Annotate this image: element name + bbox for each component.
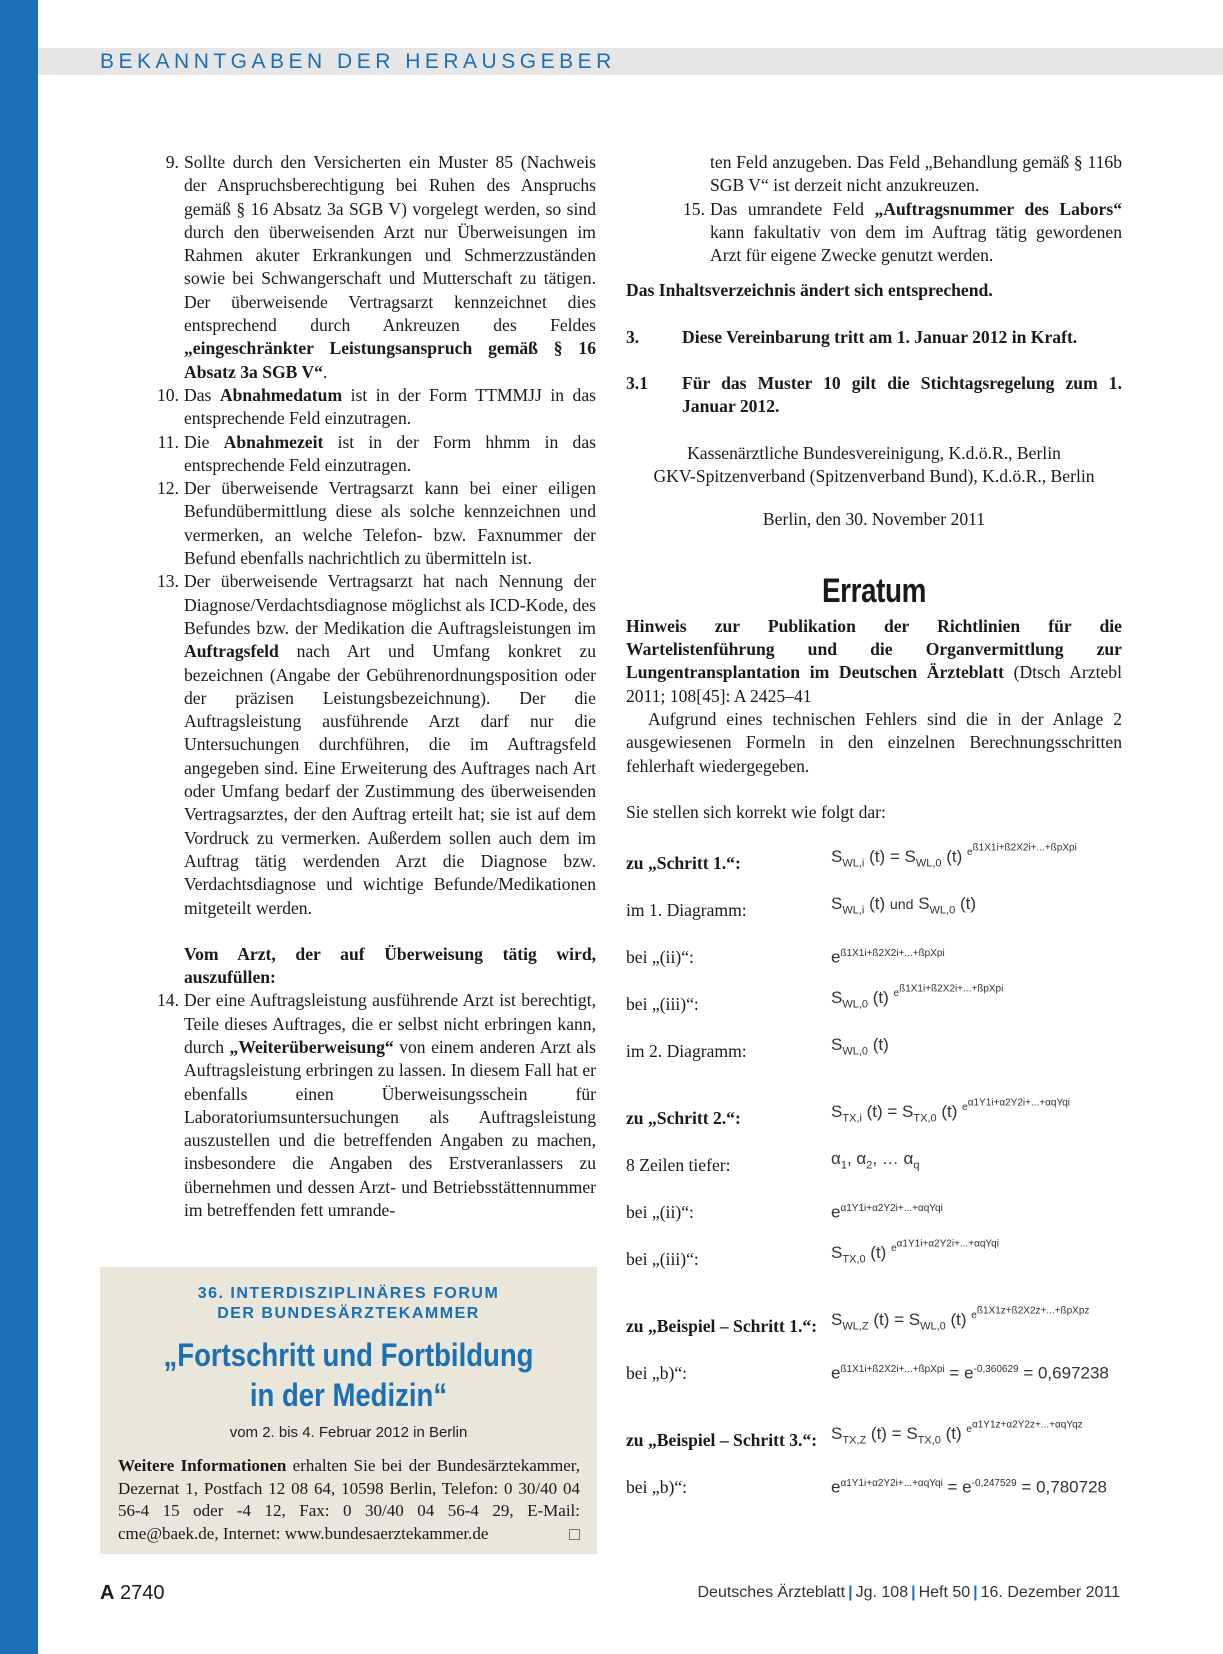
page-number-value: 2740 xyxy=(120,1582,165,1604)
point-3-1 xyxy=(626,372,1122,419)
formula-label: bei „(iii)“: xyxy=(626,993,699,1014)
formula-row xyxy=(626,922,1122,969)
formula-row xyxy=(626,1083,1122,1130)
formula-label: bei „b)“: xyxy=(626,1362,688,1383)
erratum-title: Erratum xyxy=(821,571,927,610)
item-text: ist in der Form hhmm in das entsprechende Feld einzutragen. xyxy=(184,431,596,475)
item-number: 11. xyxy=(157,431,179,452)
forum-announcement-box xyxy=(100,1267,597,1554)
point-number: 3.1 xyxy=(626,373,648,394)
item-number: 9. xyxy=(165,152,179,172)
formula-list xyxy=(626,828,1122,1499)
item-bold: Abnahmedatum xyxy=(219,384,343,405)
formula-row xyxy=(626,875,1122,922)
point-number: 3. xyxy=(626,326,640,347)
signatory: GKV-Spitzenverband (Spitzenverband Bund), K.d.ö.R., Berlin xyxy=(653,465,1095,486)
point-text: Für das Muster 10 gilt die Stichtagsregelung zum 1. Januar 2012. xyxy=(682,373,1122,417)
place-date: Berlin, den 30. November 2011 xyxy=(762,509,986,530)
item-text: Sollte durch den Versicherten ein Muster 85 (Nachweis der Anspruchsberechtigung bei Ruhen des Anspruchs gemäß § 16 Absatz 3a SGB V) vorgelegt werden, so sind durch den überweisenden Arzt nur Überweisungen im Rahmen akuter Erkrankungen und Schmerzzuständen sowie bei Schwangerschaft und Mutterschaft zu tätigen. Der überweisende Vertragsarzt kennzeichnet dies entsprechend durch Ankreuzen des Feldes xyxy=(184,152,596,336)
formula-row xyxy=(626,1452,1122,1499)
formula-label: bei „(iii)“: xyxy=(626,1248,699,1269)
erratum-text: Aufgrund eines technischen Fehlers sind die in der Anlage 2 ausgewiesenen Formeln in den einzelnen Berechnungsschritten fehlerhaft wiedergegeben. xyxy=(626,709,1122,776)
example3-result: = 0,780728 xyxy=(1021,1477,1107,1497)
formula-row xyxy=(626,828,1122,875)
forum-info xyxy=(118,1455,580,1545)
formula: $S_{WL,0}$ (t) xyxy=(831,1034,889,1057)
formula-label: bei „b)“: xyxy=(626,1476,688,1497)
item-number: 14. xyxy=(157,990,179,1011)
forum-info-heading: Weitere Informationen xyxy=(118,1456,287,1475)
formula-label: bei „(ii)“: xyxy=(626,1201,694,1222)
point-text: Diese Vereinbarung tritt am 1. Januar 2012 in Kraft. xyxy=(682,326,1078,347)
formula: $e^{ß1X1i+ß2X2i+...+ßpXpi}$ xyxy=(831,947,945,967)
formula-label: im 2. Diagramm: xyxy=(626,1040,747,1061)
toc-note: Das Inhaltsverzeichnis ändert sich entsprechend. xyxy=(626,280,993,301)
item-bold: „Weiterüberweisung“ xyxy=(229,1036,394,1057)
formula-row xyxy=(626,1130,1122,1177)
formula: $e^{\alpha 1Y1i+\alpha 2Y2i+...+\alpha qYqi}$ xyxy=(831,1202,943,1222)
formula-row xyxy=(626,1405,1122,1452)
forum-title-line2: in der Medizin“ xyxy=(249,1377,448,1413)
formula-label: zu „Schritt 2.“: xyxy=(626,1107,741,1128)
item-text: Das xyxy=(184,384,220,405)
item-text: ist in der Form TTMMJJ in das entsprechende Feld einzutragen. xyxy=(184,384,597,429)
side-color-bar xyxy=(0,0,38,1654)
item-number: 13. xyxy=(157,571,179,592)
formula: $S_{WL,i}$ (t) und $S_{WL,0}$ (t) xyxy=(831,893,976,916)
list-item-15 xyxy=(626,198,1122,268)
forum-line2: DER BUNDESÄRZTEKAMMER xyxy=(217,1305,480,1322)
formula: $S_{TX,0}$ (t) $^{e^{\alpha 1Y1i+\alpha 2Y2i+...+\alpha qYqi}}$ xyxy=(831,1238,999,1265)
forum-title-line1: „Fortschritt und Fortbildung xyxy=(163,1337,534,1373)
item-text: Der überweisende Vertragsarzt hat nach Nennung der Diagnose/Verdachtsdiagnose möglichst als ICD-Kode, des Befundes bzw. der Medikation die Auftragsleistungen im xyxy=(184,571,596,638)
formula-row xyxy=(626,1016,1122,1063)
formula-label: 8 Zeilen tiefer: xyxy=(626,1154,731,1175)
list-item-13 xyxy=(154,570,596,919)
example3-exponent: -0,247529 xyxy=(971,1478,1017,1490)
forum-dates: vom 2. bis 4. Februar 2012 in Berlin xyxy=(229,1424,468,1441)
list-item-14 xyxy=(154,989,596,1222)
formula: $S_{TX,Z}$ $(t) = S_{TX,0}$ (t) $^{e^{\alpha 1Y1z+\alpha 2Y2z+...+\alpha qYqz}}$ xyxy=(831,1419,1083,1446)
end-mark-icon xyxy=(569,1529,580,1540)
right-column xyxy=(626,151,1122,1499)
formula-row xyxy=(626,1291,1122,1338)
formula: $e^{\alpha 1Y1i+\alpha 2Y2i+...+\alpha qYqi} = e^{-0,247529} = 0,780728$ xyxy=(831,1477,1107,1497)
erratum-heading: Hinweis zur Publikation der Richtlinien für die Wartelistenführung und die Organvermittlung zur Lungentransplantation im Deutschen Ärzteblatt xyxy=(626,615,1122,683)
left-column xyxy=(154,151,596,1222)
correct-intro: Sie stellen sich korrekt wie folgt dar: xyxy=(626,801,886,822)
formula-label: zu „Beispiel – Schritt 1.“: xyxy=(626,1315,818,1336)
formula: $S_{WL,Z}$ $(t) = S_{WL,0}$ (t) $^{e^{ß1X1z+ß2X2z+...+ßpXpz}}$ xyxy=(831,1305,1090,1332)
formula: $S_{WL,0}$ (t) $^{e^{ß1X1i+ß2X2i+...+ßpXpi}}$ xyxy=(831,983,1004,1010)
formula-label: zu „Beispiel – Schritt 3.“: xyxy=(626,1429,818,1450)
item-text: Die xyxy=(184,431,224,452)
item-bold: Auftragsfeld xyxy=(184,641,279,662)
section-title: BEKANNTGABEN DER HERAUSGEBER xyxy=(100,50,616,73)
formula-row xyxy=(626,969,1122,1016)
forum-info-text: erhalten Sie bei der Bundesärztekammer, Dezernat 1, Postfach 12 08 64, 10598 Berlin, Telefon: 0 30/40 04 56-4 15 oder -4 12, Fax: 0 30/40 04 56-4 29, E-Mail: cme@baek.de, Internet: www.bundesaerztekammer.de xyxy=(118,1456,580,1543)
formula-row xyxy=(626,1338,1122,1385)
item-text: Das umrandete Feld xyxy=(710,198,875,219)
formula-label: zu „Schritt 1.“: xyxy=(626,852,741,873)
formula: $\alpha_1$, $\alpha_2$, … $\alpha_q$ xyxy=(831,1148,920,1171)
journal-name: Deutsches Ärzteblatt xyxy=(697,1584,846,1601)
item-text: Der überweisende Vertragsarzt kann bei einer eiligen Befundübermittlung diese als solche kennzeichnen und vermerken, an welche Telefon- bzw. Faxnummer der Befund ebenfalls nachrichtlich zu übermitteln ist. xyxy=(184,478,596,569)
example1-result: = 0,697238 xyxy=(1023,1363,1109,1383)
list-item-10 xyxy=(154,384,596,431)
list-item-9 xyxy=(154,151,596,384)
page-number xyxy=(100,1582,165,1605)
journal-info: Deutsches Ärzteblatt | Jg. 108 | Heft 50 | 16. Dezember 2011 xyxy=(697,1584,1120,1601)
erratum-reference: (Dtsch Arztebl 2011; 108[45]: A 2425–41 xyxy=(626,662,1122,706)
formula-label: im 1. Diagramm: xyxy=(626,899,747,920)
journal-issue: Heft 50 xyxy=(918,1584,971,1601)
item-text: nach Art und Umfang konkret zu bezeichnen (Angabe der Gebührenordnungsposition oder der präzisen Leistungsbezeichnung). Der die Auftragsleistung ausführende Arzt darf nur die Untersuchungen durchführen, die im Auftragsfeld angegeben sind. Eine Erweiterung des Auftrages nach Art oder Umfang bedarf der Zustimmung des überweisenden Vertragsarztes, der den Auftrag erteilt hat; sie ist auf dem Vordruck zu vermerken. Außerdem sollen auch dem im Auftrag tätig werdenden Arzt die Diagnose bzw. Verdachtsdiagnose und wichtige Befunde/Medikationen mitgeteilt werden. xyxy=(184,641,596,918)
point-3 xyxy=(626,326,1122,349)
formula-row xyxy=(626,1224,1122,1271)
forum-line1: 36. INTERDISZIPLINÄRES FORUM xyxy=(197,1285,500,1302)
item-number: 12. xyxy=(157,478,179,499)
signatory: Kassenärztliche Bundesvereinigung, K.d.ö.R., Berlin xyxy=(687,442,1061,463)
example1-exponent: -0,360629 xyxy=(973,1364,1019,1376)
formula: $e^{ß1X1i+ß2X2i+...+ßpXpi} = e^{-0,360629} = 0,697238$ xyxy=(831,1363,1109,1383)
item-number: 10. xyxy=(157,384,179,405)
subheading: Vom Arzt, der auf Überweisung tätig wird, auszufüllen: xyxy=(184,943,596,988)
item-number: 15. xyxy=(683,198,705,219)
item-text: Der eine Auftragsleistung ausführende Arzt ist berechtigt, Teile dieses Auftrages, die er selbst nicht erbringen kann, durch xyxy=(184,990,596,1057)
page-prefix: A xyxy=(100,1582,115,1604)
formula: $S_{TX,i}$ $(t) = S_{TX,0}$ (t) $^{e^{\alpha 1Y1i+\alpha 2Y2i+...+\alpha qYqi}}$ xyxy=(831,1097,1071,1124)
item-text: . xyxy=(322,361,328,382)
item-14-continuation: ten Feld anzugeben. Das Feld „Behandlung gemäß § 116b SGB V“ ist derzeit nicht anzukreuzen. xyxy=(710,152,1122,196)
list-item-11 xyxy=(154,431,596,478)
item-text: kann fakultativ von dem im Auftrag tätig gewordenen Arzt für eigene Zwecke genutzt werden. xyxy=(710,221,1122,266)
journal-volume: Jg. 108 xyxy=(855,1584,909,1601)
formula: $S_{WL,i}$ $(t) = S_{WL,0}$ (t) $^{e^{ß1X1i+ß2X2i+...+ßpXpi}}$ xyxy=(831,842,1077,869)
item-bold: „eingeschränkter Leistungsanspruch gemäß § 16 Absatz 3a SGB V“ xyxy=(184,338,596,382)
item-bold: Abnahmezeit xyxy=(223,431,324,452)
item-bold: „Auftragsnummer des Labors“ xyxy=(874,198,1122,219)
journal-date: 16. Dezember 2011 xyxy=(980,1584,1120,1601)
formula-row xyxy=(626,1177,1122,1224)
item-text: von einem anderen Arzt als Auftragsleistung erbringen zu lassen. In diesem Fall hat er ebenfalls einen Überweisungsschein für Laboratoriumsuntersuchungen als Auftragsleistung auszustellen und die betreffenden Angaben zu machen, insbesondere die Angaben des Erstveranlassers zu übernehmen und dessen Arzt- und Betriebsstättennummer im betreffenden fett umrande- xyxy=(184,1036,596,1221)
list-item-12 xyxy=(154,477,596,570)
formula-label: bei „(ii)“: xyxy=(626,946,694,967)
